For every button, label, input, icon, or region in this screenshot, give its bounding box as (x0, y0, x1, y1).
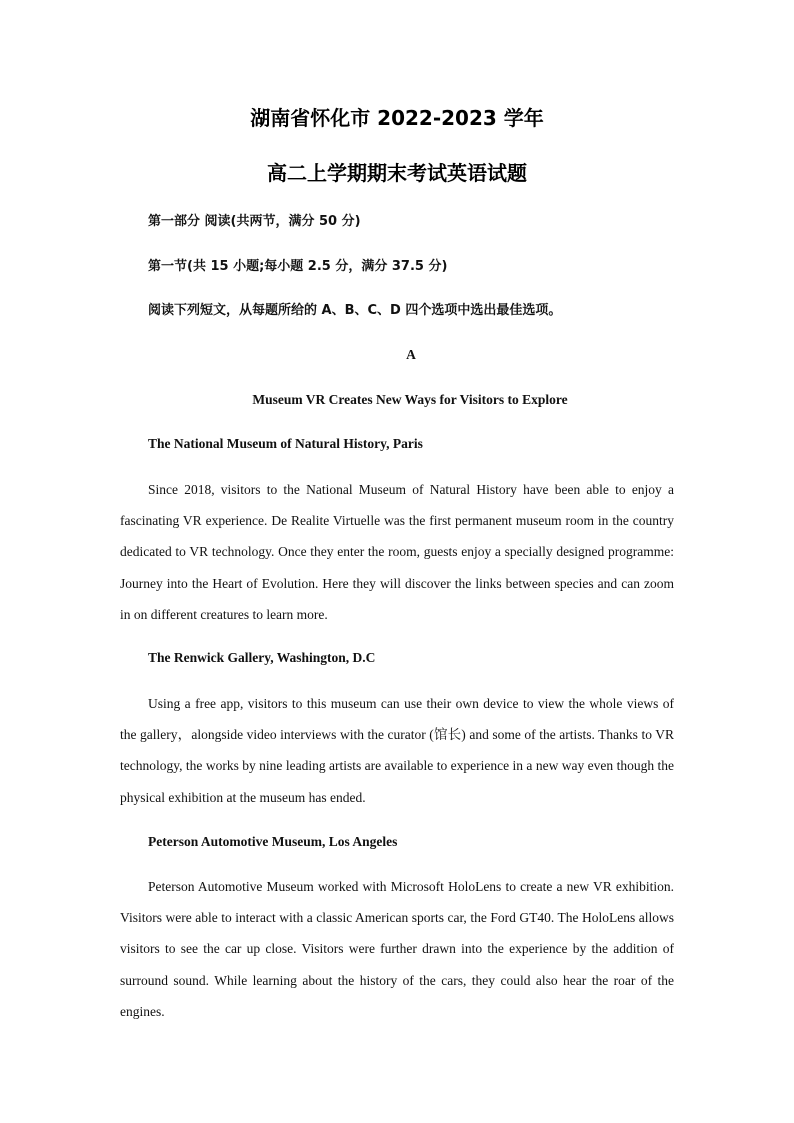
section-heading-peterson: Peterson Automotive Museum, Los Angeles (148, 834, 398, 849)
paragraph-paris: Since 2018, visitors to the National Museum of Natural History have been able to enjoy a fascinating VR experience. De Realite Virtuelle was the first permanent museum room in the country dedicated to VR technology. Once they enter the room, guests enjoy a specially designed programme: Journey into the Heart of Evolution. Here they will discover the links between species and can zoom in on different creatures to learn more. (120, 482, 674, 622)
section-heading: 第一节(共 15 小题;每小题 2.5 分，满分 37.5 分) (148, 259, 448, 274)
part-heading: 第一部分 阅读(共两节，满分 50 分) (148, 214, 361, 229)
passage-label: A (406, 347, 416, 362)
document-title-line1: 湖南省怀化市 2022-2023 学年 (250, 106, 544, 130)
paragraph-peterson: Peterson Automotive Museum worked with Microsoft HoloLens to create a new VR exhibition. Visitors were able to interact with a classic American sports car, the Ford GT40. The HoloLens allows visitors to see the car up close. Visitors were further drawn into the experience by the addition of surround sound. While learning about the history of the cars, they could also hear the roar of the engines. (120, 879, 674, 1019)
directions-text: 阅读下列短文，从每题所给的 A、B、C、D 四个选项中选出最佳选项。 (148, 303, 562, 318)
document-title-line2: 高二上学期期末考试英语试题 (267, 161, 527, 185)
paragraph-renwick: Using a free app, visitors to this museum can use their own device to view the whole views of the gallery，alongside video interviews with the curator (馆长) and some of the artists. Thanks to VR technology, the works by nine leading artists are available to experience in a new way even though the physical exhibition at the museum has ended. (120, 696, 674, 805)
section-heading-renwick: The Renwick Gallery, Washington, D.C (148, 650, 376, 665)
section-heading-paris: The National Museum of Natural History, Paris (148, 436, 423, 451)
article-title: Museum VR Creates New Ways for Visitors to Explore (252, 392, 568, 407)
